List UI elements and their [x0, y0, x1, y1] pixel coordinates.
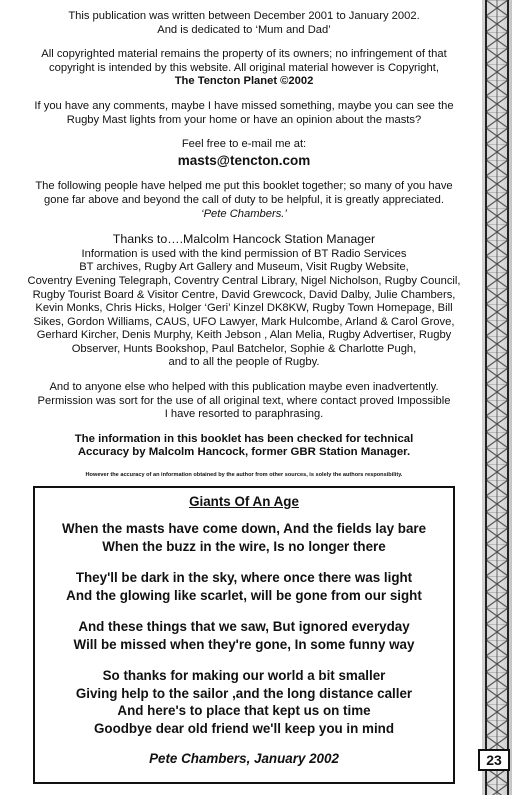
intro-paragraph: [18, 10, 470, 37]
poem-line: Goodbye dear old friend we'll keep you in mind: [93, 720, 395, 736]
thanks-line: and to all the people of Rugby.: [168, 356, 320, 369]
helpers-line: gone far above and beyond the call of duty to be helpful, it is greatly appreciated.: [44, 193, 444, 206]
poem-line: When the masts have come down, And the fields lay bare: [61, 521, 427, 536]
thanks-line: Sikes, Gordon Williams, CAUS, UFO Lawyer, Mark Hulcombe, Arland & Carol Grove,: [33, 315, 455, 328]
poem-line: Will be missed when they're gone, In some funny way: [73, 636, 415, 652]
poem-line: So thanks for making our world a bit smaller: [102, 668, 386, 683]
permission-paragraph: [18, 381, 470, 422]
poem-stanza: [35, 520, 453, 555]
poem-box: [33, 486, 455, 784]
comments-paragraph: [18, 100, 470, 127]
accuracy-line: The information in this booklet has been checked for technical: [74, 432, 414, 445]
poem-stanza: [35, 618, 453, 653]
helpers-line: The following people have helped me put this booklet together; so many of you have: [35, 180, 453, 193]
thanks-line: Gerhard Kircher, Denis Murphy, Keith Jebson , Alan Melia, Rugby Advertiser, Rugby: [36, 329, 452, 342]
permission-line: Permission was sort for the use of all original text, where contact proved Impossible: [37, 394, 451, 407]
thanks-line: Coventry Evening Telegraph, Coventry Central Library, Nigel Nicholson, Rugby Council,: [27, 274, 461, 287]
accuracy-disclaimer: However the accuracy of an information obtained by the author from other sources, is solely the authors responsibility.: [85, 472, 403, 479]
copyright-line: All copyrighted material remains the property of its owners; no infringement of that: [41, 48, 447, 61]
comments-line: Rugby Mast lights from your home or have an opinion about the masts?: [66, 113, 422, 126]
contact-label: Feel free to e-mail me at:: [181, 138, 307, 151]
poem-line: And these things that we saw, But ignored everyday: [78, 619, 410, 634]
copyright-owner: The Tencton Planet ©2002: [174, 75, 314, 88]
front-matter: [18, 10, 470, 490]
copyright-paragraph: [18, 48, 470, 89]
thanks-heading: Thanks to….Malcolm Hancock Station Manager: [112, 232, 376, 247]
poem-stanza: [35, 569, 453, 604]
poem-line: And the glowing like scarlet, will be gone from our sight: [66, 587, 422, 603]
poem-title: Giants Of An Age: [189, 494, 299, 509]
accuracy-paragraph: [18, 433, 470, 460]
thanks-line: BT archives, Rugby Art Gallery and Museum, Visit Rugby Website,: [79, 261, 409, 274]
comments-line: If you have any comments, maybe I have missed something, maybe you can see the: [34, 99, 454, 112]
contact-email: masts@tencton.com: [177, 152, 311, 168]
accuracy-line: Accuracy by Malcolm Hancock, former GBR Station Manager.: [77, 446, 411, 459]
thanks-line: Kevin Monks, Chris Hicks, Holger ‘Geri’ Kinzel DK8KW, Rugby Town Homepage, Bill: [35, 302, 453, 315]
thanks-line: Rugby Tourist Board & Visitor Centre, David Grewcock, David Dalby, Julie Chambers,: [32, 288, 456, 301]
helpers-signature: ‘Pete Chambers.’: [201, 207, 287, 220]
intro-line: This publication was written between December 2001 to January 2002.: [68, 10, 420, 22]
poem-line: They'll be dark in the sky, where once there was light: [75, 570, 413, 585]
contact-paragraph: [18, 138, 470, 169]
thanks-line: Information is used with the kind permission of BT Radio Services: [81, 247, 407, 260]
poem-signature: Pete Chambers, January 2002: [149, 751, 339, 766]
permission-line: And to anyone else who helped with this publication maybe even inadvertently.: [49, 381, 439, 394]
thanks-line: Observer, Hunts Bookshop, Paul Batchelor, Sophie & Charlotte Pugh,: [71, 342, 417, 355]
copyright-line: copyright is intended by this website. All original material however is Copyright,: [49, 61, 439, 74]
helpers-paragraph: [18, 180, 470, 221]
poem-line: Giving help to the sailor ,and the long distance caller: [75, 685, 413, 701]
poem-line: And here's to place that kept us on time: [117, 703, 371, 718]
poem-stanza: [35, 667, 453, 737]
poem-line: When the buzz in the wire, Is no longer there: [102, 538, 386, 554]
radio-mast-image: [482, 0, 512, 795]
thanks-paragraph: [18, 232, 470, 370]
permission-line: I have resorted to paraphrasing.: [164, 408, 324, 421]
dedication-line: And is dedicated to ‘Mum and Dad’: [157, 23, 331, 36]
page-number: 23: [478, 749, 510, 771]
